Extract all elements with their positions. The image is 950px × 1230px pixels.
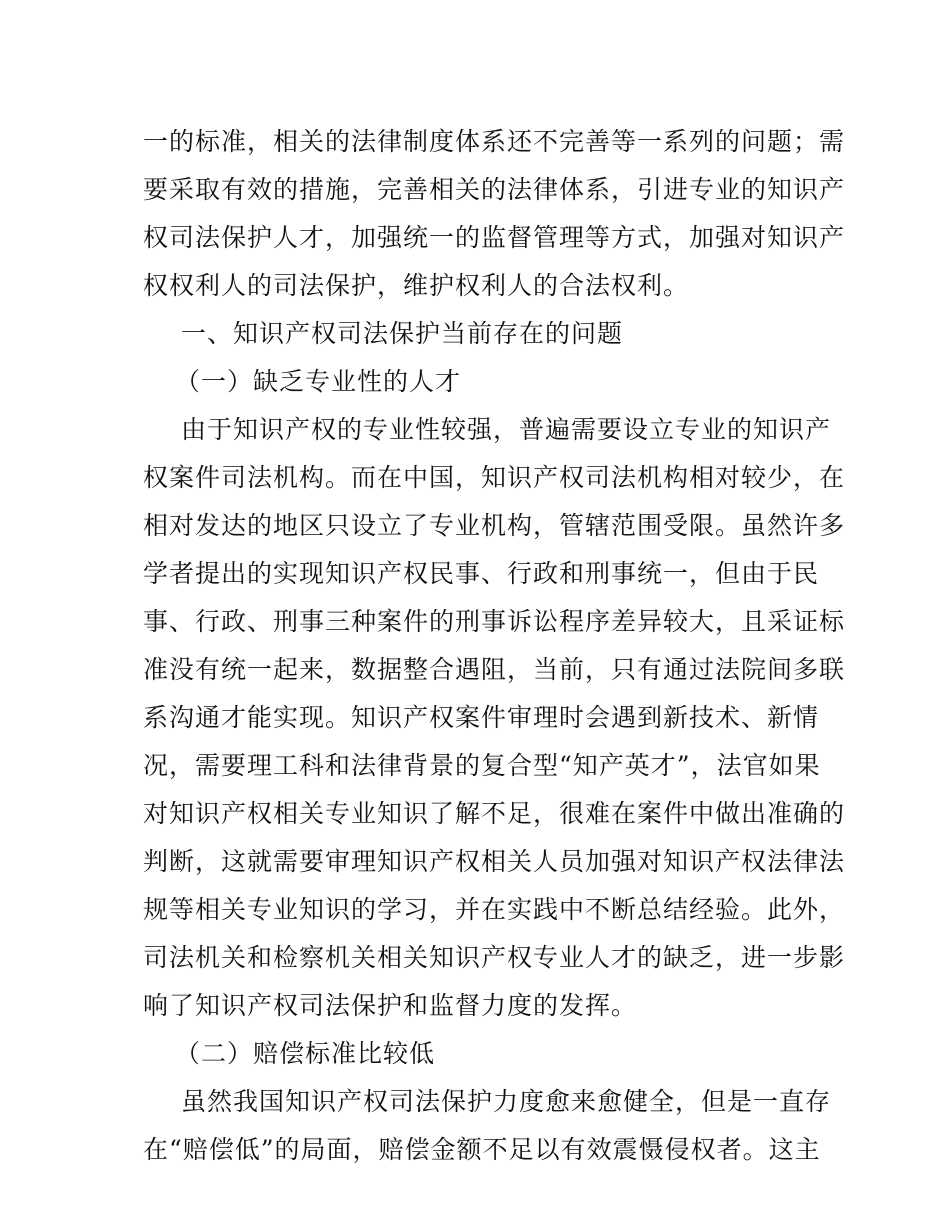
- paragraph-line: 系沟通才能实现。知识产权案件审理时会遇到新技术、新情: [143, 703, 820, 732]
- paragraph-line: 虽然我国知识产权司法保护力度愈来愈健全，但是一直存: [181, 1087, 832, 1116]
- paragraph-line: 对知识产权相关专业知识了解不足，很难在案件中做出准确的: [143, 799, 846, 828]
- subsection-heading: （一）缺乏专业性的人才: [175, 367, 462, 396]
- paragraph-line: 况，需要理工科和法律背景的复合型“知产英才”，法官如果: [143, 751, 821, 780]
- subsection-heading: （二）赔偿标准比较低: [175, 1039, 436, 1068]
- document-body: [143, 118, 846, 1174]
- paragraph-line: 相对发达的地区只设立了专业机构，管辖范围受限。虽然许多: [143, 511, 846, 540]
- paragraph-line: 响了知识产权司法保护和监督力度的发挥。: [143, 991, 638, 1020]
- paragraph-line: 司法机关和检察机关相关知识产权专业人才的缺乏，进一步影: [143, 943, 846, 972]
- paragraph-line: 一的标准，相关的法律制度体系还不完善等一系列的问题；需: [143, 127, 846, 156]
- paragraph-line: 准没有统一起来，数据整合遇阻，当前，只有通过法院间多联: [143, 655, 846, 684]
- paragraph-line: 判断，这就需要审理知识产权相关人员加强对知识产权法律法: [143, 847, 846, 876]
- paragraph-line: 要采取有效的措施，完善相关的法律体系，引进专业的知识产: [143, 175, 846, 204]
- paragraph-line: 规等相关专业知识的学习，并在实践中不断总结经验。此外，: [143, 895, 846, 924]
- paragraph-line: 事、行政、刑事三种案件的刑事诉讼程序差异较大，且采证标: [143, 607, 846, 636]
- paragraph-line: 权权利人的司法保护，维护权利人的合法权利。: [143, 271, 690, 300]
- paragraph-line: 权司法保护人才，加强统一的监督管理等方式，加强对知识产: [143, 223, 846, 252]
- paragraph-line: 在“赔偿低”的局面，赔偿金额不足以有效震慑侵权者。这主: [143, 1135, 821, 1164]
- paragraph-line: 权案件司法机构。而在中国，知识产权司法机构相对较少，在: [143, 463, 846, 492]
- paragraph-line: 由于知识产权的专业性较强，普遍需要设立专业的知识产: [181, 415, 832, 444]
- paragraph-line: 学者提出的实现知识产权民事、行政和刑事统一，但由于民: [143, 559, 820, 588]
- section-heading: 一、知识产权司法保护当前存在的问题: [181, 319, 624, 348]
